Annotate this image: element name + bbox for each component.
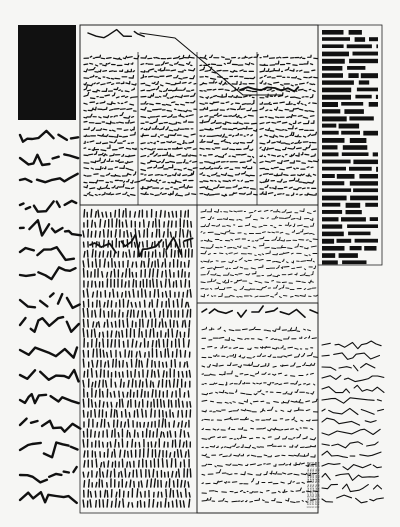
brick (348, 73, 358, 78)
brick (373, 152, 378, 156)
credit-line-3: © Mirtha Dermisache, Buenos Aires, 1974 (312, 461, 316, 508)
credits-block (307, 461, 320, 508)
brick (349, 30, 362, 35)
brick (322, 30, 344, 35)
brick (322, 188, 351, 192)
brick (341, 102, 363, 106)
brick (322, 44, 344, 48)
brick (353, 188, 378, 192)
brick (350, 196, 378, 201)
credit-line-4: © Mirtha Dermisache, Buenos Aires, 1978 (314, 461, 318, 508)
brick (369, 37, 378, 41)
brick (322, 260, 338, 264)
brick (369, 102, 378, 107)
brick (322, 59, 345, 64)
brick (322, 246, 345, 251)
brick (343, 145, 368, 150)
brick (322, 224, 342, 228)
brick (322, 203, 340, 207)
brick (322, 239, 334, 244)
brick (350, 181, 378, 185)
brick (322, 196, 347, 201)
brick (347, 224, 378, 228)
brick (376, 167, 378, 172)
brick (341, 217, 366, 221)
brick (322, 232, 344, 237)
brick (322, 73, 343, 78)
brick (346, 210, 362, 214)
brick (363, 131, 378, 136)
credit-line-2: © Mirtha Dermisache, Buenos Aires, 1972 (309, 461, 313, 508)
brick (339, 124, 360, 129)
brick (350, 138, 367, 143)
brick (349, 167, 372, 171)
credit-line-5: © Mirtha Dermisache, Buenos Aires, 1999 (317, 461, 321, 508)
brick (349, 59, 378, 63)
brick (339, 253, 358, 258)
brick (348, 232, 370, 236)
brick (355, 95, 371, 99)
brick (357, 88, 378, 92)
brick (322, 131, 339, 135)
brick (370, 217, 378, 221)
brick (347, 44, 372, 48)
brick (342, 260, 366, 264)
brick (359, 80, 369, 84)
brick (322, 181, 344, 185)
brick (344, 109, 364, 114)
brick (355, 239, 378, 243)
black-block (18, 25, 76, 120)
brick (322, 174, 335, 178)
brick (376, 44, 378, 48)
brick (341, 131, 360, 135)
brick (322, 167, 346, 171)
brick (337, 174, 355, 179)
brick (322, 52, 349, 57)
brick (349, 116, 373, 120)
brick (322, 66, 342, 71)
brick (342, 152, 369, 156)
brick (346, 203, 361, 208)
brick (347, 66, 365, 70)
brick (322, 88, 351, 93)
brick (322, 80, 354, 84)
brick (322, 124, 336, 128)
brick (364, 246, 376, 251)
brick (353, 52, 379, 56)
brick (322, 152, 339, 156)
brick (376, 95, 378, 99)
brick (337, 239, 352, 243)
brick (322, 138, 345, 143)
brick (322, 102, 338, 107)
brick (322, 109, 340, 113)
credit-line-1: © Mirtha Dermisache, Buenos Aires, 1970 (307, 461, 310, 508)
brick (355, 37, 366, 42)
brick (322, 210, 342, 214)
brick (359, 174, 378, 179)
brick (322, 145, 338, 149)
brick (322, 116, 347, 121)
brick (322, 253, 335, 258)
brick (322, 37, 350, 41)
brick (353, 160, 378, 165)
brick (350, 246, 362, 250)
brick (322, 160, 351, 164)
brick (322, 217, 339, 221)
brick (361, 73, 378, 78)
brick (365, 203, 378, 207)
brick (322, 95, 351, 100)
